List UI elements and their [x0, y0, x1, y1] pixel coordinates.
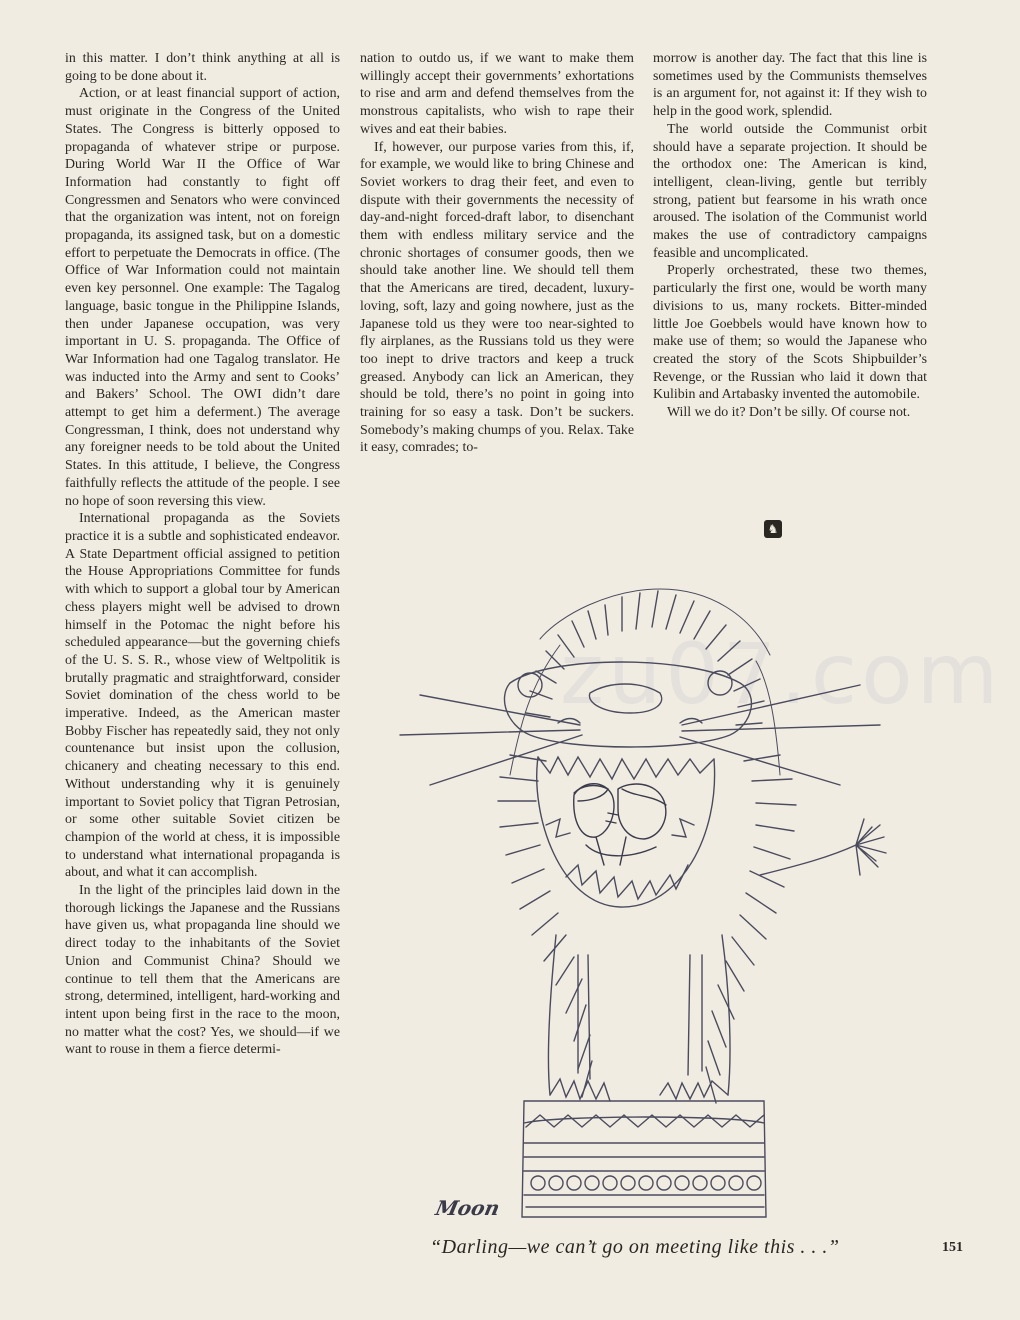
paragraph: International propaganda as the Soviets practice it is a subtle and sophisticated endeavor. A State Department official assigned to petition the House Appropriations Committee for funds with which to support a global tour by American chess players might well be advised to drown himself in the Potomac the night before his scheduled appearance—but the governing chiefs of the U. S. S. R., whose view of Weltpolitik is brutally pragmatic and straightforward, consider Soviet domination of the chess world to be imperative. Indeed, as the American master Bobby Fischer has repeatedly said, they not only countenance but insist upon the collusion, chicanery and cheating necessary to this end. Without understanding why it is genuinely important to Soviet policy that Tigran Petrosian, or some other suitable Soviet citizen be champion of the world at chess, it is impossible to understand what international propaganda is about, and what it can accomplish. — [65, 511, 340, 881]
paragraph: morrow is another day. The fact that this line is sometimes used by the Communists themselves is an argument for, not against it: If they wish to help in the good work, splendid. — [653, 51, 927, 120]
lion-head — [400, 662, 880, 785]
lion-mouth — [537, 757, 715, 907]
cartoon-caption: “Darling—we can’t go on meeting like this . . .” — [430, 1236, 840, 1258]
lion-tail — [760, 819, 886, 875]
pedestal-circles — [531, 1176, 761, 1190]
rabbit-head-icon: ♞ — [764, 520, 782, 538]
paragraph: in this matter. I don’t think anything at all is going to be done about it. — [65, 51, 340, 84]
lion-cartoon — [360, 575, 940, 1235]
page-number: 151 — [942, 1240, 963, 1255]
paragraph: Properly orchestrated, these two themes, particularly the first one, would be worth many divisions to us, many rockets. Bitter-minded little Joe Goebbels would have known how to make use of them; so would the Japanese who created the story of the Scots Shipbuilder’s Revenge, or the Russian who laid it down that Kulibin and Artabasky invented the automobile. — [653, 263, 927, 403]
paragraph: Will we do it? Don’t be silly. Of course not. — [667, 405, 911, 421]
lion-body — [548, 935, 730, 1101]
lion-mane — [498, 589, 796, 1103]
artist-signature: Moon — [433, 1196, 502, 1220]
circus-pedestal — [522, 1101, 766, 1217]
paragraph: In the light of the principles laid down in the thorough lickings the Japanese and the Russians have given us, what propaganda line should we direct today to the inhabitants of the Soviet Union and Communist China? Should we continue to tell them that the Americans are strong, determined, intelligent, hard-working and intent upon being first in the race to the moon, no matter what the cost? Yes, we should—if we want to rouse in them a fierce determi- — [65, 883, 340, 1058]
paragraph: If, however, our purpose varies from this, if, for example, we would like to bring Chinese and Soviet workers to drag their feet, and even to dispute with their governments the necessity of day-and-night forced-draft labor, to disenchant them with endless military service and the chronic shortages of consumer goods, then we should take another line. We should tell them that the Americans are tired, decadent, luxury-loving, soft, lazy and going nowhere, just as the Japanese told us they were too near-sighted to fly airplanes, as the Russians told us they were too inept to drive tractors and keep a truck greased. Anybody can lick an American, they should be told, there’s no point in going into training for so easy a task. Don’t be suckers. Somebody’s making chumps of you. Relax. Take it easy, comrades; to- — [360, 139, 634, 456]
text-column-1 — [65, 50, 340, 1059]
watermark: zu07.com — [560, 625, 1003, 723]
paragraph: Action, or at least financial support of action, must originate in the Congress of the United States. The Congress is bitterly opposed to propaganda of whatever stripe or purpose. During World War II the Office of War Information had constantly to fight off Congressmen and Senators who were convinced that the organization was intent, not on foreign propaganda, its assigned task, but on a domestic effort to perpetuate the Democrats in office. (The Office of War Information could not maintain even key personnel. One example: The Tagalog language, basic tongue in the Philippine Islands, then under Japanese occupation, was very important in U. S. propaganda. The Office of War Information had one Tagalog translator. He was inducted into the Army and sent to Cooks’ and Bakers’ School. The OWI didn’t dare attempt to get him a deferment.) The average Congressman, I think, does not understand why any foreigner needs to be told about the United States. In this attitude, I believe, the Congress faithfully reflects the attitude of the people. I see no hope of soon reversing this view. — [65, 86, 340, 509]
kissing-couple — [574, 784, 666, 865]
paragraph: nation to outdo us, if we want to make them willingly accept their governments’ exhortations to rise and arm and defend themselves from the monstrous capitalists, who wish to rape their wives and eat their babies. — [360, 51, 634, 137]
paragraph: The world outside the Communist orbit should have a separate projection. It should be the orthodox one: The American is kind, intelligent, clean-living, gentle but terribly strong, patient but fearsome in his wrath once aroused. The isolation of the Communist world makes the use of contradictory campaigns feasible and uncomplicated. — [653, 121, 927, 261]
text-column-3 — [653, 50, 927, 422]
text-column-2 — [360, 50, 634, 457]
